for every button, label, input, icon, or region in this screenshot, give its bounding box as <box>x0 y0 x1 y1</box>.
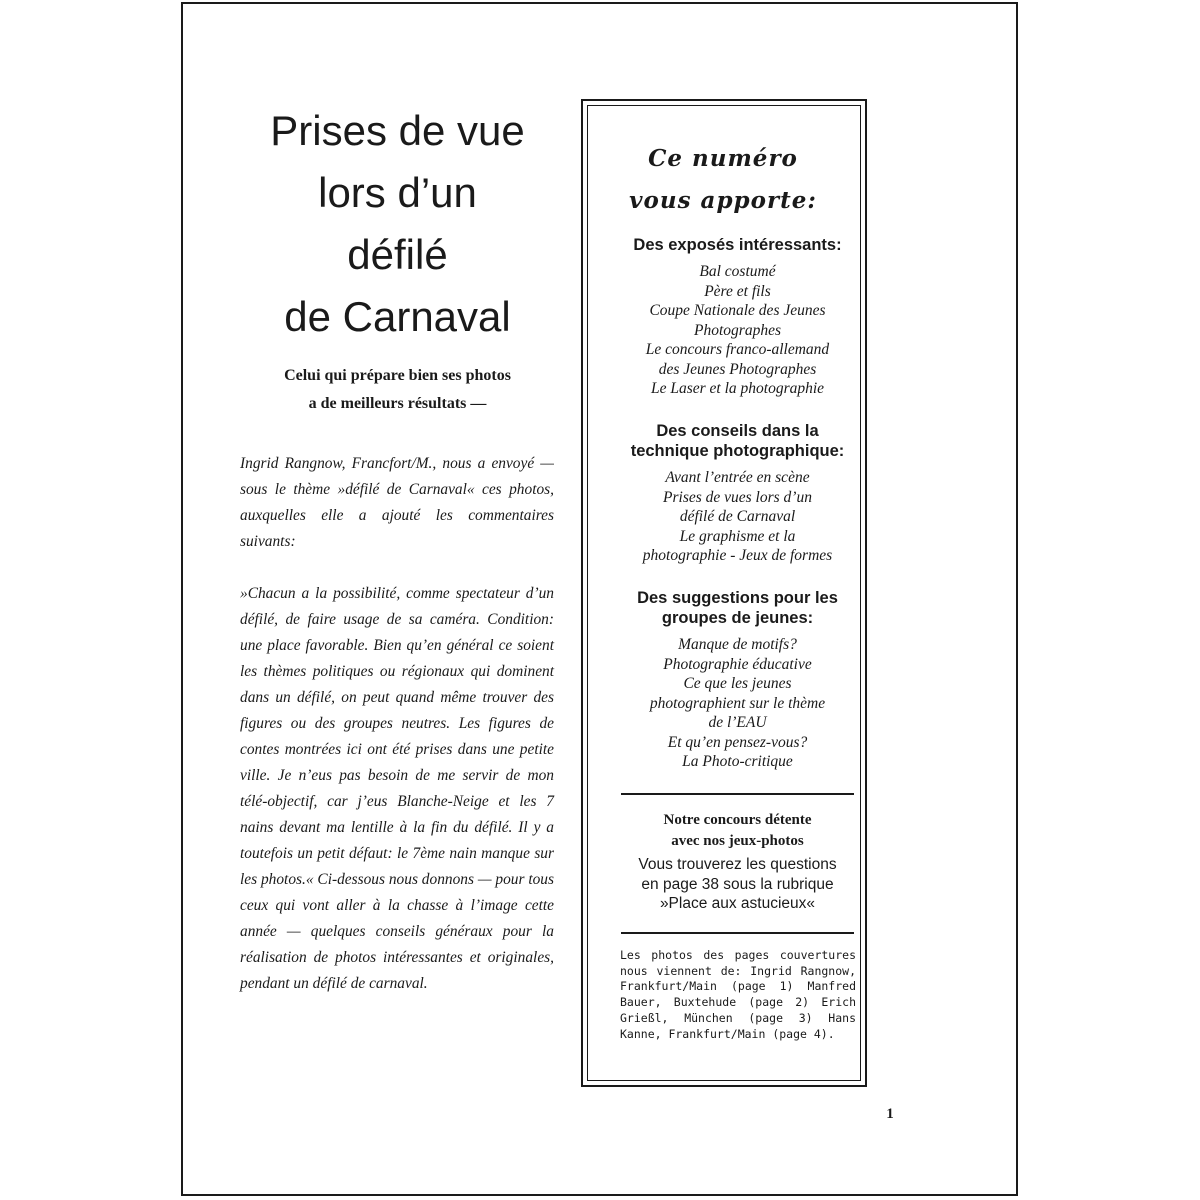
list-item: Et qu’en pensez-vous? <box>667 733 808 751</box>
list-item: Le Laser et la photographie <box>650 380 825 397</box>
title-line: défilé <box>347 231 448 278</box>
list-item: Le graphisme et la <box>679 527 796 545</box>
cover-photo-credits: Les photos des pages couvertures nous viennent de: Ingrid Rangnow, Frankfurt/Main (page 1) Manfred Bauer, Buxtehude (page 2) Erich Grießl, München (page 3) Hans Kanne, Frankfurt/Main (page 4). <box>620 948 856 1041</box>
contest-text <box>600 855 875 914</box>
section-heading-conseils <box>600 421 875 461</box>
list-item: Le concours franco-allemand <box>645 341 830 358</box>
list-item: photographient sur le thème <box>649 694 826 712</box>
section-heading-line: Des suggestions pour les <box>637 589 838 607</box>
article-subtitle <box>230 362 565 418</box>
section-heading-exposes <box>600 235 875 255</box>
contest-text-line: Vous trouverez les questions <box>638 856 837 873</box>
contest-title <box>600 810 875 852</box>
page-number: 1 <box>886 1106 894 1122</box>
contents-heading-line: vous apporte: <box>629 187 817 214</box>
section-list-exposes <box>600 262 875 399</box>
contest-title-line: avec nos jeux-photos <box>671 833 804 849</box>
article-intro: Ingrid Rangnow, Francfort/M., nous a envoyé — sous le thème »défilé de Carnaval« ces photos, auxquelles elle a ajouté les commentaires suivants: <box>240 455 554 550</box>
section-heading-suggestions <box>600 588 875 628</box>
contents-heading-line: Ce numéro <box>648 145 798 172</box>
list-item: La Photo-critique <box>682 753 793 770</box>
contents-heading <box>585 138 861 222</box>
divider-rule <box>621 793 854 795</box>
article-quote: »Chacun a la possibilité, comme spectateur d’un défilé, de faire usage de sa caméra. Condition: une place favorable. Bien qu’en général ce soient les thèmes politiques ou régionaux qui dominent dans un défilé, on peut quand même trouver des figures ou des groupes neutres. Les figures de contes montrées ici ont été prises dans une petite ville. Je n’eus pas besoin de me servir de mon télé-objectif, car j’eus Blanche-Neige et les 7 nains devant ma lentille à la fin du défilé. Il y a toutefois un petit défaut: le 7ème nain manque sur les photos.« Ci-dessous nous donnons — pour tous ceux qui vont aller à la chasse à l’image cette année — quelques conseils généraux pour la réalisation de photos intéressantes et originales, pendant un défilé de carnaval. <box>240 585 554 992</box>
section-heading-line: technique photographique: <box>630 442 845 460</box>
section-heading-line: groupes de jeunes: <box>661 609 814 627</box>
section-list-conseils <box>600 468 875 566</box>
contest-text-line: en page 38 sous la rubrique <box>641 875 834 893</box>
list-item: Photographes <box>694 321 781 339</box>
title-line: Prises de vue <box>270 107 525 154</box>
list-item: Avant l’entrée en scène <box>665 469 810 486</box>
divider-rule <box>621 932 854 934</box>
list-item: Coupe Nationale des Jeunes <box>649 302 826 319</box>
section-heading-line: Des conseils dans la <box>656 422 819 440</box>
list-item: défilé de Carnaval <box>679 508 796 525</box>
list-item: Photographie éducative <box>663 655 812 673</box>
title-line: lors d’un <box>318 169 477 216</box>
list-item: Bal costumé <box>699 263 776 280</box>
section-list-suggestions <box>600 635 875 772</box>
list-item: Prises de vues lors d’un <box>663 488 812 506</box>
contest-text-line: »Place aux astucieux« <box>659 895 816 912</box>
list-item: Ce que les jeunes <box>683 675 792 692</box>
section-heading-line: Des exposés intéressants: <box>633 236 842 254</box>
subtitle-line: Celui qui prépare bien ses photos <box>284 367 511 384</box>
list-item: photographie - Jeux de formes <box>642 547 833 564</box>
list-item: de l’EAU <box>708 714 767 731</box>
subtitle-line: a de meilleurs résultats — <box>308 395 487 412</box>
article-title <box>230 100 565 348</box>
list-item: des Jeunes Photographes <box>658 360 817 378</box>
contest-title-line: Notre concours détente <box>663 812 812 828</box>
list-item: Père et fils <box>704 282 771 300</box>
title-line: de Carnaval <box>284 293 511 340</box>
list-item: Manque de motifs? <box>678 636 797 653</box>
article-body <box>240 451 554 997</box>
